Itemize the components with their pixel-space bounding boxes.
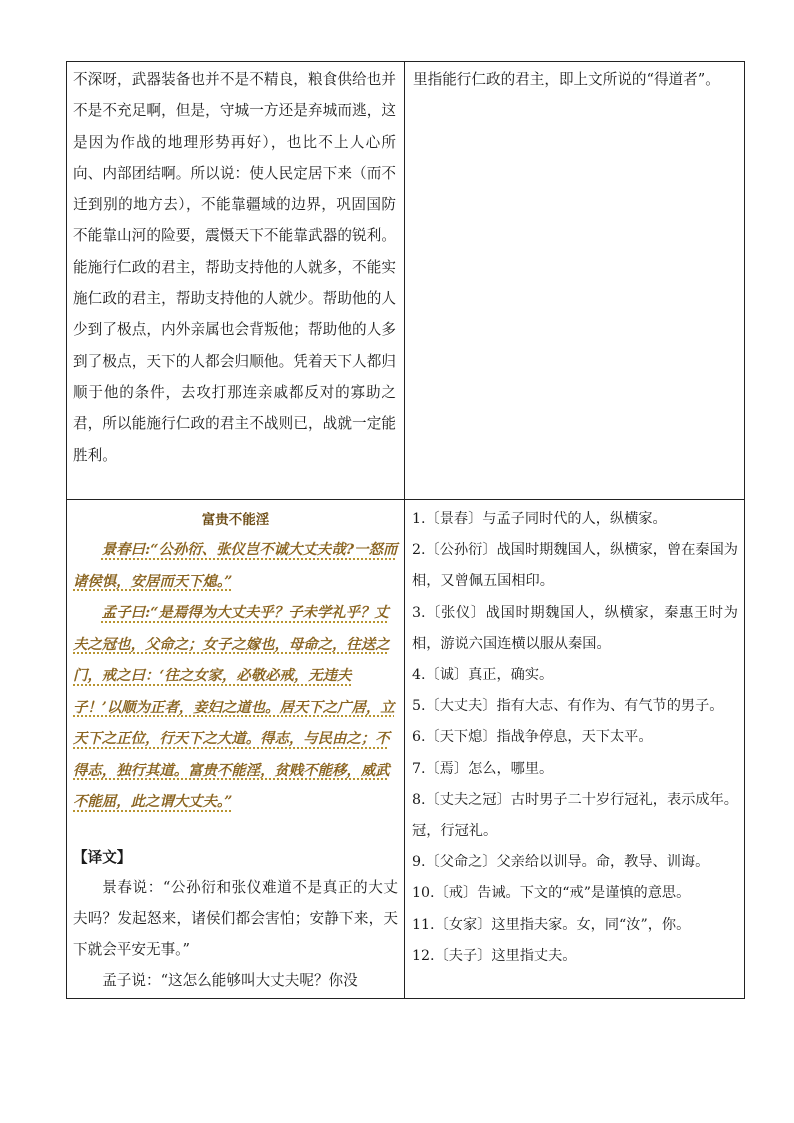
note-continued-text: 里指能行仁政的君主，即上文所说的“得道者”。: [413, 71, 720, 88]
poem-cell: [67, 500, 405, 999]
document-table: [66, 61, 745, 999]
note-item: 2.〔公孙衍〕战国时期魏国人，纵横家，曾在秦国为相，又曾佩五国相印。: [412, 542, 738, 590]
note-item: 1.〔景春〕与孟子同时代的人，纵横家。: [412, 511, 667, 527]
poem-paragraph-2: [73, 597, 398, 818]
poem-text-1: 景春曰:“公孙衍、张仪岂不诚大丈夫哉?一怒而诸侯惧，安居而天下熄。”: [73, 541, 398, 590]
translation-header: 【译文】: [73, 848, 132, 866]
note-item: 5.〔大丈夫〕指有大志、有作为、有气节的男子。: [412, 698, 724, 715]
note-item: 3.〔张仪〕战国时期魏国人，纵横家，秦惠王时为相，游说六国连横以服从秦国。: [412, 604, 738, 652]
notes-cell: [405, 62, 745, 500]
translation-cell: [67, 62, 405, 500]
table-row: [67, 62, 745, 500]
notes-list: [405, 500, 744, 972]
note-item: 4.〔诚〕真正，确实。: [412, 667, 554, 684]
note-item: 7.〔焉〕怎么，哪里。: [412, 760, 554, 777]
note-item: 11.〔女家〕这里指夫家。女，同“汝”，你。: [412, 916, 691, 933]
annotations-cell: [405, 500, 745, 999]
note-item: 6.〔天下熄〕指战争停息，天下太平。: [412, 729, 653, 746]
table-row: [67, 500, 745, 999]
translation-paragraph-1: 景春说：“公孙衍和张仪难道不是真正的大丈夫吗？发起怒来，诸侯们都会害怕；安静下来，天下就会平安无事。”: [73, 878, 398, 959]
translation-paragraph-2: 孟子说：“这怎么能够叫大丈夫呢？你没: [102, 972, 358, 990]
translation-continued-text: 不深呀，武器装备也并不是不精良，粮食供给也并不是不充足啊，但是，守城一方还是弃城而逃，这是因为作战的地理形势再好），也比不上人心所向、内部团结啊。所以说：使人民定居下来（而不迁到别的地方去），不能靠疆域的边界，巩固国防不能靠山河的险要，震慑天下不能靠武器的锐利。能施行仁政的君主，帮助支持他的人就多，不能实施仁政的君主，帮助支持他的人就少。帮助他的人少到了极点，内外亲属也会背叛他；帮助他的人多到了极点，天下的人都会归顺他。凭着天下人都归顺于他的条件，去攻打那连亲戚都反对的寡助之君，所以能施行仁政的君主不战则已，战就一定能胜利。: [73, 71, 396, 464]
note-item: 12.〔夫子〕这里指丈夫。: [412, 947, 577, 964]
note-item: 9.〔父命之〕父亲给以训导。命，教导、训诲。: [412, 854, 710, 871]
poem-title: 富贵不能淫: [201, 512, 270, 528]
note-item: 8.〔丈夫之冠〕古时男子二十岁行冠礼，表示成年。冠，行冠礼。: [412, 791, 738, 840]
note-item: 10.〔戒〕告诫。下文的“戒”是谨慎的意思。: [412, 885, 691, 902]
poem-paragraph-1: [73, 534, 398, 597]
poem-text-2: 孟子曰:“是焉得为大丈夫乎？子未学礼乎？丈夫之冠也，父命之；女子之嫁也，母命之，往送之门，戒之曰：‘往之女家，必敬必戒，无违夫子！’以顺为正者，妾妇之道也。居天下之广居，立天下之正位，行天下之大道。得志，与民由之；不得志，独行其道。富贵不能淫，贫贱不能移，威武不能屈，此之谓大丈夫。”: [73, 604, 395, 810]
